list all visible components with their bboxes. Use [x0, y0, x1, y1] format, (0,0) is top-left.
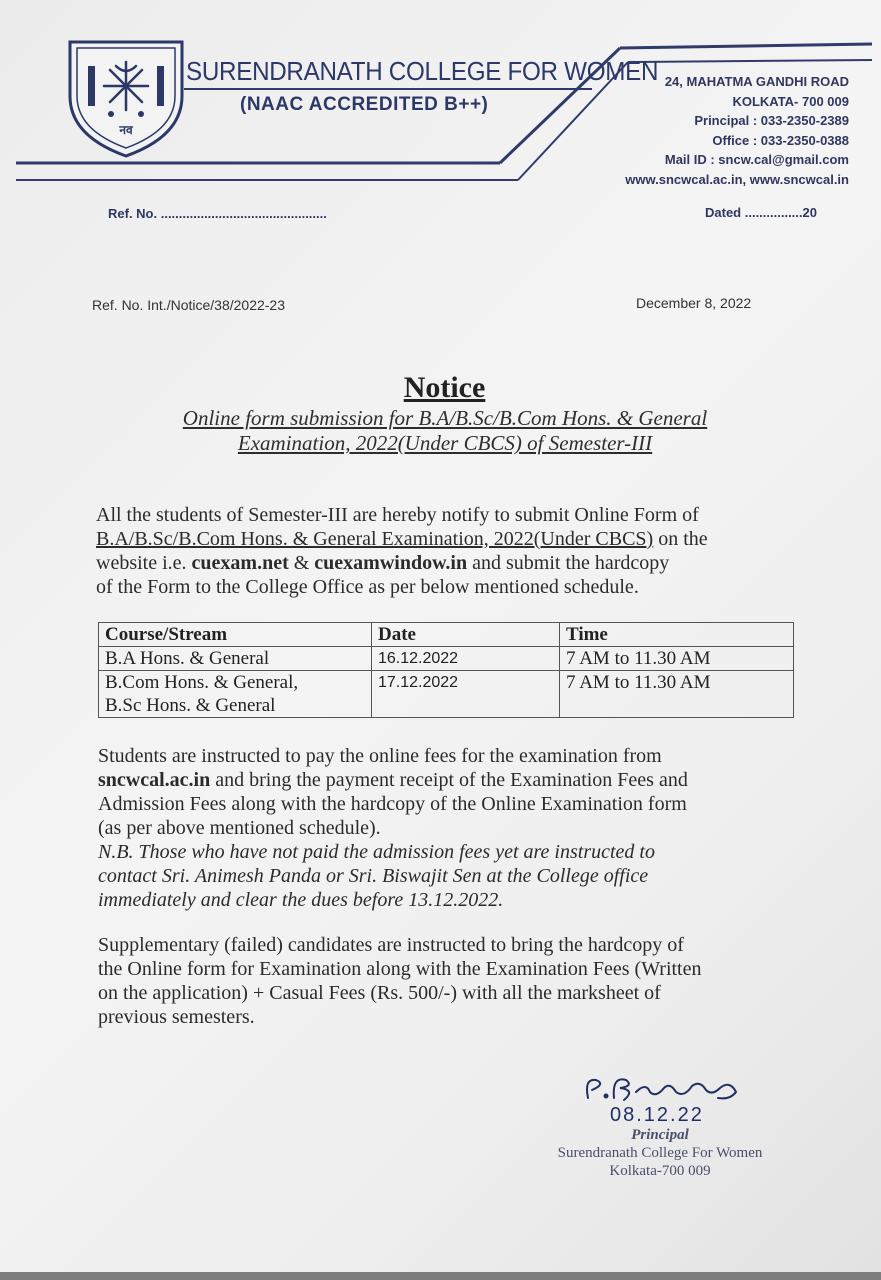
college-name: SURENDRANATH COLLEGE FOR WOMEN [186, 56, 659, 86]
text-span: website i.e. [96, 552, 192, 574]
college-address [625, 72, 849, 189]
ref-no-blank: Ref. No. .............................................. [108, 206, 327, 221]
address-line: KOLKATA- 700 009 [732, 93, 849, 109]
paragraph-line: previous semesters. [98, 1006, 255, 1028]
intro-paragraph [96, 503, 796, 599]
paragraph-line [96, 551, 796, 575]
text-span: & [288, 552, 315, 574]
signature-date: 08.12.22 [610, 1104, 704, 1126]
notice-subtitle [100, 406, 790, 456]
letter-date: December 8, 2022 [636, 295, 752, 311]
exam-name: B.A/B.Sc/B.Com Hons. & General Examination, 2022(Under CBCS) [96, 528, 654, 550]
table-cell: 17.12.2022 [372, 671, 560, 718]
handwritten-signature-icon [580, 1068, 750, 1108]
address-line: Office : 033-2350-0388 [712, 132, 849, 148]
paragraph-line: of the Form to the College Office as per below mentioned schedule. [96, 576, 639, 598]
text-span: and submit the hardcopy [467, 552, 670, 574]
signatory-org: Surendranath College For Women [557, 1145, 763, 1161]
paragraph-line: All the students of Semester-III are hereby notify to submit Online Form of [96, 504, 699, 526]
text-span: on the [653, 528, 708, 550]
reference-number: Ref. No. Int./Notice/38/2022-23 [92, 297, 285, 313]
nb-line: N.B. Those who have not paid the admission fees yet are instructed to [98, 841, 655, 863]
column-header: Date [372, 623, 560, 647]
table-cell: 16.12.2022 [372, 647, 560, 671]
address-line: 24, MAHATMA GANDHI ROAD [664, 74, 849, 89]
table-header-row [99, 623, 794, 647]
signatory-place: Kolkata-700 009 [609, 1163, 711, 1179]
text-span: and bring the payment receipt of the Examination Fees and [210, 769, 688, 791]
dated-blank: Dated ................20 [705, 205, 817, 220]
website-link[interactable]: cuexamwindow.in [314, 552, 468, 574]
accreditation: (NAAC ACCREDITED B++) [240, 94, 489, 115]
table-cell: 7 AM to 11.30 AM [560, 647, 794, 671]
signatory-stamp [530, 1126, 790, 1180]
logo-motto: नव [119, 123, 133, 137]
table-row [99, 671, 794, 718]
subtitle-line: Online form submission for B.A/B.Sc/B.Com Hons. & General [182, 406, 708, 430]
website-link[interactable]: cuexam.net [191, 552, 289, 574]
cell-line: B.Sc Hons. & General [105, 695, 276, 716]
table-cell: 7 AM to 11.30 AM [560, 671, 794, 718]
address-line: www.sncwcal.ac.in, www.sncwcal.in [625, 171, 849, 187]
paragraph-line: the Online form for Examination along with the Examination Fees (Written [98, 958, 702, 980]
fees-paragraph [98, 744, 798, 912]
column-header: Course/Stream [99, 623, 372, 647]
paragraph-line: Admission Fees along with the hardcopy of the Online Examination form [98, 793, 687, 815]
nb-line: contact Sri. Animesh Panda or Sri. Biswajit Sen at the College office [98, 865, 649, 887]
table-cell [99, 671, 372, 718]
paragraph-line: (as per above mentioned schedule). [98, 817, 381, 839]
table-cell: B.A Hons. & General [99, 647, 372, 671]
address-line: Mail ID : sncw.cal@gmail.com [664, 152, 849, 167]
column-header: Time [560, 623, 794, 647]
cell-line: B.Com Hons. & General, [105, 672, 299, 693]
paragraph-line [96, 527, 796, 551]
paragraph-line: Students are instructed to pay the online fees for the examination from [98, 745, 662, 767]
address-line: Principal : 033-2350-2389 [694, 113, 849, 128]
nb-line: immediately and clear the dues before 13.12.2022. [98, 889, 504, 911]
signatory-title: Principal [631, 1127, 689, 1143]
schedule-table [98, 622, 794, 718]
subtitle-line: Examination, 2022(Under CBCS) of Semester-III [237, 431, 653, 455]
paragraph-line: on the application) + Casual Fees (Rs. 500/-) with all the marksheet of [98, 982, 661, 1004]
notice-title: Notice [403, 371, 486, 404]
website-link[interactable]: sncwcal.ac.in [98, 769, 211, 791]
paragraph-line [98, 768, 798, 792]
paragraph-line: Supplementary (failed) candidates are instructed to bring the hardcopy of [98, 934, 684, 956]
supplementary-paragraph [98, 933, 798, 1029]
table-row [99, 647, 794, 671]
